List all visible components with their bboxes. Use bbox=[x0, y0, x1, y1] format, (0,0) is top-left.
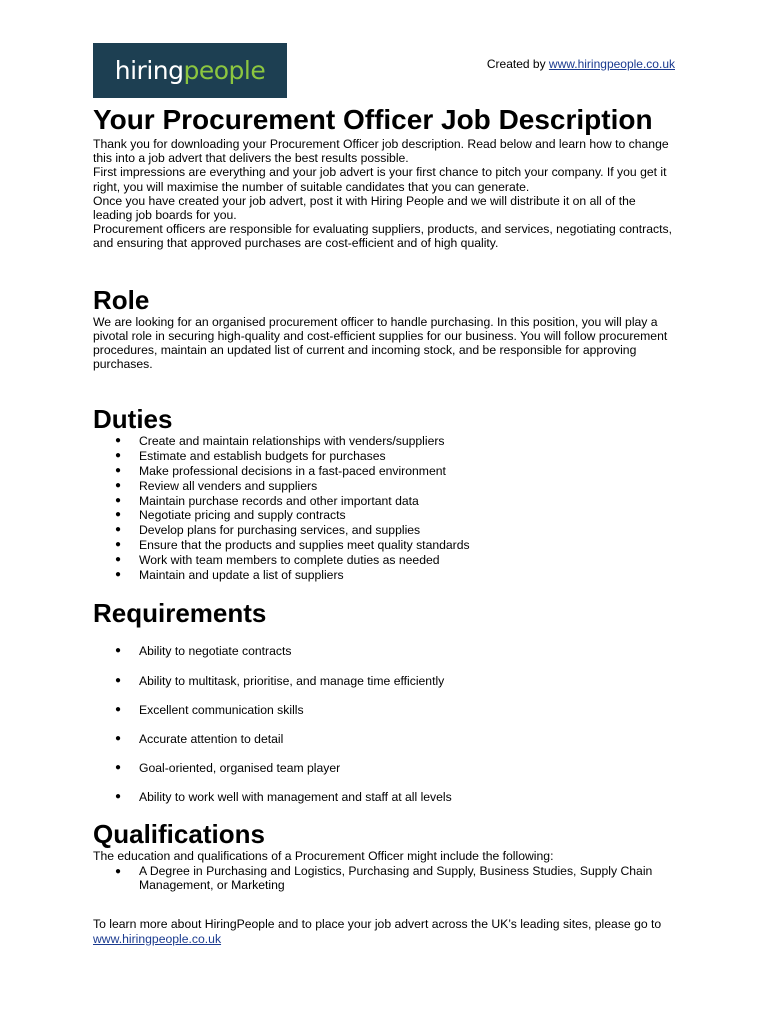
requirement-item bbox=[115, 644, 678, 659]
requirement-item bbox=[115, 731, 678, 747]
requirement-item bbox=[115, 789, 678, 805]
requirement-text: Ability to multitask, prioritise, and manage time efficiently bbox=[139, 673, 445, 688]
requirement-text: Ability to work well with management and staff at all levels bbox=[139, 789, 452, 804]
duty-item bbox=[115, 464, 678, 479]
duty-text: Develop plans for purchasing services, and supplies bbox=[139, 523, 421, 538]
bullet-icon: ● bbox=[115, 703, 122, 715]
hiringpeople-logo bbox=[93, 43, 287, 98]
bullet-icon: ● bbox=[115, 435, 122, 447]
qualifications-list bbox=[93, 865, 678, 892]
bullet-icon: ● bbox=[115, 509, 122, 521]
duties-list bbox=[93, 434, 678, 582]
duty-item bbox=[115, 508, 678, 523]
bullet-icon: ● bbox=[115, 479, 122, 491]
requirement-text: Goal-oriented, organised team player bbox=[139, 760, 341, 775]
duty-item bbox=[115, 449, 678, 464]
bullet-icon: ● bbox=[115, 524, 122, 536]
footer-paragraph bbox=[93, 917, 678, 945]
duty-text: Make professional decisions in a fast-paced environment bbox=[139, 464, 446, 479]
document-body bbox=[93, 103, 678, 946]
requirement-item bbox=[115, 673, 678, 689]
duty-text: Work with team members to complete duties as needed bbox=[139, 552, 440, 567]
duty-text: Estimate and establish budgets for purchases bbox=[139, 449, 386, 464]
qualification-item bbox=[115, 864, 678, 892]
created-by-line bbox=[487, 57, 675, 71]
duty-text: Review all venders and suppliers bbox=[139, 478, 318, 493]
requirement-item bbox=[115, 702, 678, 718]
duty-text: Negotiate pricing and supply contracts bbox=[139, 508, 346, 523]
intro-paragraph: Thank you for downloading your Procurement Officer job description. Read below and learn how to change this into a job advert that delivers the best results possible. bbox=[93, 137, 669, 166]
requirements-heading: Requirements bbox=[93, 598, 267, 629]
qualification-text: A Degree in Purchasing and Logistics, Purchasing and Supply, Business Studies, Supply Chain Management, or Marketing bbox=[139, 864, 653, 892]
requirements-list bbox=[93, 644, 678, 804]
bullet-icon: ● bbox=[115, 790, 122, 802]
duty-text: Ensure that the products and supplies meet quality standards bbox=[139, 538, 470, 553]
bullet-icon: ● bbox=[115, 539, 122, 551]
duty-item bbox=[115, 538, 678, 553]
logo-text-people: people bbox=[183, 56, 266, 85]
bullet-icon: ● bbox=[115, 674, 122, 686]
logo-text-hiring: hiring bbox=[114, 56, 184, 85]
duties-heading: Duties bbox=[93, 404, 173, 435]
bullet-icon: ● bbox=[115, 645, 122, 657]
header-website-link[interactable]: www.hiringpeople.co.uk bbox=[548, 57, 675, 71]
created-by-label: Created by bbox=[486, 57, 549, 71]
intro-paragraph: Procurement officers are responsible for evaluating suppliers, products, and services, negotiating contracts, and ensuring that approved purchases are cost-efficient and of high quality. bbox=[93, 222, 672, 251]
bullet-icon: ● bbox=[115, 761, 122, 773]
duty-text: Maintain purchase records and other important data bbox=[139, 493, 419, 508]
duty-text: Create and maintain relationships with venders/suppliers bbox=[139, 434, 445, 449]
requirement-item bbox=[115, 760, 678, 776]
intro-paragraph: Once you have created your job advert, post it with Hiring People and we will distribute it on all of the leading job boards for you. bbox=[93, 193, 636, 223]
intro-section bbox=[93, 137, 678, 251]
requirement-text: Accurate attention to detail bbox=[139, 731, 284, 746]
requirement-text: Excellent communication skills bbox=[139, 702, 304, 717]
bullet-icon: ● bbox=[115, 465, 122, 477]
requirement-text: Ability to negotiate contracts bbox=[139, 644, 292, 659]
intro-paragraph: First impressions are everything and your job advert is your first chance to pitch your company. If you get it right, you will maximise the number of suitable candidates that you can generate. bbox=[93, 165, 667, 194]
qualifications-heading: Qualifications bbox=[93, 818, 265, 849]
document-title: Your Procurement Officer Job Description bbox=[93, 104, 653, 135]
footer-text: To learn more about HiringPeople and to place your job advert across the UK’s leading sites, please go to bbox=[93, 917, 662, 932]
footer-website-link[interactable]: www.hiringpeople.co.uk bbox=[93, 931, 222, 946]
bullet-icon: ● bbox=[115, 553, 122, 565]
duty-item bbox=[115, 523, 678, 538]
bullet-icon: ● bbox=[115, 450, 122, 462]
qualifications-text: The education and qualifications of a Procurement Officer might include the following: bbox=[93, 848, 554, 863]
duty-item bbox=[115, 434, 678, 449]
duty-item bbox=[115, 478, 678, 494]
duty-item bbox=[115, 552, 678, 568]
bullet-icon: ● bbox=[115, 494, 122, 506]
bullet-icon: ● bbox=[115, 732, 122, 744]
duty-item bbox=[115, 567, 678, 583]
bullet-icon: ● bbox=[115, 866, 122, 878]
duty-text: Maintain and update a list of suppliers bbox=[139, 567, 344, 582]
role-heading: Role bbox=[93, 284, 150, 315]
role-text: We are looking for an organised procurement officer to handle purchasing. In this position, you will play a pivotal role in securing high-quality and cost-efficient supplies for our business. You will follow procurement procedures, maintain an updated list of current and incoming stock, and be responsible for approving purchases. bbox=[93, 314, 668, 372]
duty-item bbox=[115, 493, 678, 509]
bullet-icon: ● bbox=[115, 568, 122, 580]
